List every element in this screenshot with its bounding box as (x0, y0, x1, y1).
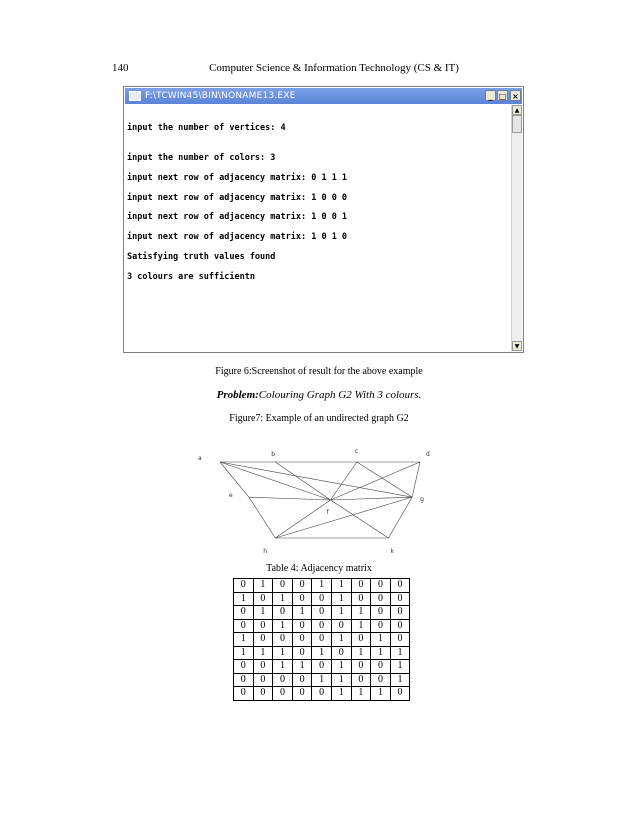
vertex-label-g: g (420, 496, 424, 504)
matrix-cell: 0 (351, 592, 371, 606)
vertex-label-h: h (263, 548, 268, 555)
matrix-row (234, 687, 410, 701)
matrix-cell: 0 (331, 619, 351, 633)
matrix-cell: 0 (371, 619, 391, 633)
matrix-cell: 1 (273, 660, 293, 674)
figure-7-caption: Figure7: Example of an undirected graph G2 (229, 413, 409, 424)
console-output[interactable] (125, 105, 511, 351)
matrix-cell: 1 (390, 673, 410, 687)
undirected-graph-g2 (190, 440, 440, 555)
matrix-cell: 1 (292, 606, 312, 620)
matrix-cell: 1 (351, 619, 371, 633)
graph-edge-g-d (412, 462, 420, 497)
close-button[interactable]: × (510, 90, 521, 101)
matrix-cell: 0 (292, 646, 312, 660)
matrix-cell: 1 (351, 646, 371, 660)
window-title: F:\TCWIN45\BIN\NONAME13.EXE (145, 91, 296, 101)
matrix-cell: 0 (273, 633, 293, 647)
matrix-cell: 0 (371, 592, 391, 606)
console-line: input next row of adjacency matrix: 1 0 0 0 (127, 193, 348, 203)
matrix-cell: 0 (273, 579, 293, 593)
matrix-cell: 0 (390, 619, 410, 633)
console-line: input the number of vertices: 4 (127, 123, 286, 133)
matrix-cell: 0 (253, 687, 273, 701)
matrix-cell: 1 (312, 673, 332, 687)
vertex-label-a: a (198, 455, 202, 462)
matrix-row (234, 660, 410, 674)
matrix-cell: 0 (273, 606, 293, 620)
vertex-label-e: e (228, 492, 233, 500)
scroll-thumb[interactable] (512, 115, 522, 133)
page-number: 140 (112, 62, 129, 74)
matrix-row (234, 646, 410, 660)
matrix-cell: 0 (234, 687, 254, 701)
matrix-cell: 0 (390, 592, 410, 606)
matrix-cell: 1 (371, 633, 391, 647)
matrix-cell: 0 (312, 633, 332, 647)
matrix-cell: 1 (292, 660, 312, 674)
console-line: input next row of adjacency matrix: 1 0 0 1 (127, 212, 348, 222)
matrix-cell: 1 (273, 592, 293, 606)
matrix-cell: 0 (331, 646, 351, 660)
matrix-cell: 0 (253, 633, 273, 647)
matrix-cell: 1 (331, 687, 351, 701)
matrix-cell: 0 (351, 660, 371, 674)
matrix-row (234, 619, 410, 633)
matrix-cell: 1 (234, 646, 254, 660)
matrix-cell: 0 (273, 673, 293, 687)
console-app-icon (129, 91, 141, 101)
vertical-scrollbar[interactable] (511, 105, 522, 351)
matrix-cell: 1 (331, 660, 351, 674)
problem-statement (0, 389, 638, 401)
matrix-cell: 0 (390, 606, 410, 620)
problem-label: Problem: (216, 389, 259, 401)
matrix-cell: 1 (253, 646, 273, 660)
matrix-cell: 1 (312, 646, 332, 660)
vertex-label-b: b (271, 451, 276, 458)
matrix-cell: 0 (351, 633, 371, 647)
matrix-cell: 0 (273, 687, 293, 701)
matrix-cell: 1 (253, 606, 273, 620)
minimize-button[interactable]: _ (485, 90, 496, 101)
matrix-cell: 1 (312, 579, 332, 593)
matrix-cell: 0 (351, 579, 371, 593)
problem-text: Colouring Graph G2 With 3 colours. (258, 389, 422, 401)
console-window (123, 86, 524, 353)
vertex-label-c: c (354, 448, 359, 455)
matrix-cell: 1 (371, 687, 391, 701)
adjacency-matrix-table (233, 578, 410, 701)
matrix-cell: 0 (292, 579, 312, 593)
matrix-cell: 1 (331, 633, 351, 647)
running-header: Computer Science & Information Technology (CS & IT) (209, 62, 459, 74)
graph-edge-a-f (220, 462, 331, 500)
matrix-cell: 0 (292, 619, 312, 633)
matrix-cell: 0 (292, 687, 312, 701)
matrix-cell: 0 (253, 660, 273, 674)
vertex-label-k: k (390, 548, 394, 555)
matrix-cell: 0 (351, 673, 371, 687)
matrix-cell: 0 (253, 673, 273, 687)
matrix-cell: 0 (234, 673, 254, 687)
matrix-cell: 0 (253, 592, 273, 606)
matrix-cell: 1 (331, 592, 351, 606)
console-line: input next row of adjacency matrix: 1 0 1 0 (127, 232, 348, 242)
matrix-cell: 1 (351, 606, 371, 620)
matrix-cell: 1 (331, 673, 351, 687)
matrix-cell: 1 (390, 646, 410, 660)
console-line: input the number of colors: 3 (127, 153, 276, 163)
matrix-cell: 0 (234, 579, 254, 593)
matrix-cell: 0 (234, 660, 254, 674)
matrix-cell: 0 (312, 687, 332, 701)
graph-edge-f-g (331, 497, 413, 500)
matrix-row (234, 606, 410, 620)
matrix-cell: 0 (292, 633, 312, 647)
matrix-cell: 0 (390, 687, 410, 701)
matrix-cell: 1 (331, 579, 351, 593)
graph-edge-h-g (275, 497, 412, 538)
console-line: 3 colours are sufficientn (127, 272, 255, 282)
graph-edge-a-g (220, 462, 412, 500)
matrix-cell: 0 (312, 592, 332, 606)
matrix-cell: 1 (234, 592, 254, 606)
table-4-caption: Table 4: Adjacency matrix (266, 563, 372, 574)
matrix-cell: 1 (390, 660, 410, 674)
maximize-button[interactable]: □ (498, 92, 507, 101)
matrix-cell: 0 (371, 606, 391, 620)
scroll-down-arrow-icon[interactable]: ▼ (512, 341, 522, 351)
figure-6-caption: Figure 6:Screenshot of result for the above example (215, 366, 423, 377)
matrix-cell: 0 (312, 660, 332, 674)
console-line: Satisfying truth values found (127, 252, 276, 262)
matrix-cell: 0 (371, 673, 391, 687)
matrix-cell: 1 (331, 606, 351, 620)
matrix-cell: 0 (371, 660, 391, 674)
matrix-cell: 0 (390, 579, 410, 593)
matrix-cell: 1 (273, 619, 293, 633)
vertex-label-d: d (426, 451, 430, 458)
console-line: input next row of adjacency matrix: 0 1 1 1 (127, 173, 348, 183)
matrix-cell: 0 (253, 619, 273, 633)
graph-edge-e-f (249, 497, 331, 500)
matrix-cell: 0 (390, 633, 410, 647)
matrix-row (234, 579, 410, 593)
matrix-cell: 0 (312, 619, 332, 633)
vertex-label-f: f (326, 509, 329, 516)
matrix-cell: 1 (234, 633, 254, 647)
matrix-cell: 0 (371, 579, 391, 593)
graph-edge-e-h (249, 497, 275, 538)
matrix-cell: 1 (273, 646, 293, 660)
title-bar[interactable] (125, 88, 522, 104)
matrix-cell: 0 (234, 619, 254, 633)
matrix-row (234, 633, 410, 647)
graph-edge-f-h (275, 500, 330, 538)
scroll-up-arrow-icon[interactable]: ▲ (512, 105, 522, 115)
matrix-row (234, 592, 410, 606)
matrix-cell: 1 (253, 579, 273, 593)
matrix-cell: 0 (234, 606, 254, 620)
matrix-cell: 0 (292, 592, 312, 606)
matrix-cell: 1 (351, 687, 371, 701)
matrix-cell: 1 (371, 646, 391, 660)
matrix-row (234, 673, 410, 687)
matrix-cell: 0 (312, 606, 332, 620)
matrix-cell: 0 (292, 673, 312, 687)
